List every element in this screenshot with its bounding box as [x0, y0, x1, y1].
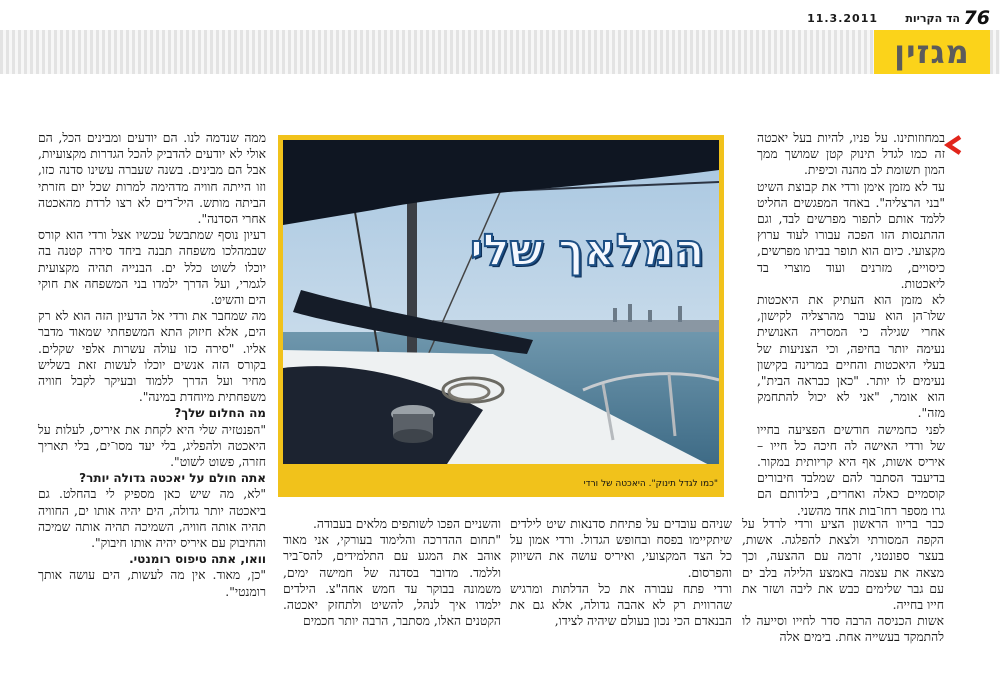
- interview-question: אתה חולם על יאכטה גדולה יותר?: [79, 471, 266, 486]
- page-number: 76: [963, 7, 990, 29]
- paragraph: לפני כחמישה חודשים הפציעה בחייו של ורדי האישה לה חיכה כל חייו – איריס אשות, אף היא קריותית במקור. בדיעבד הסתבר להם שמלבד חיבורים קוסמיים כאלה ואחרים, בילדותם הם גרו מספר רחו־בות אחד מהשני.: [757, 422, 945, 518]
- publication-name: הד הקריות: [905, 12, 960, 25]
- paragraph: והשניים הפכו לשותפים מלאים בעבודה.: [313, 517, 501, 531]
- paragraph: ממה שנדמה לנו. הם יודעים ומבינים הכל, הם אולי לא יודעים להדביק להכל הגדרות מקצועיות, אבל הם מבינים. בשנה שעברה עשינו סדנה כזו, וזו הייתה חוויה מדהימה למרות שכל יום חזרתי הביתה מותש. היל־דים לא רצו לרדת מהאכטה אחרי הסדנה".: [38, 131, 266, 227]
- paragraph: "תחום ההדרכה והלימוד בעורקי, אני מאוד אוהב את המגע עם התלמידים, להס־ביר וללמד. מדובר בסדנה של חמישה ימים, משמונה בבוקר עד חמש אחה"צ. הילדים ילמדו איך לנהל, להשיט ולתחזק יאכטה. הקטנים האלו, מסתבר, הרבה יותר חכמים: [283, 533, 501, 629]
- paragraph: מה שמחבר את ורדי אל הדעיון הזה הוא לא רק הים, אלא חיזוק התא המשפחתי שמאוד מדבר אליו. "סירה כזו עולה עשרות אלפי שקלים. בקורס הזה אנשים יוכלו לעשות זאת בשליש מחיר ועל הדרך ללמוד ובעיקר לקבל חוויה משפחתית מיוחדת במינה".: [38, 309, 266, 405]
- yacht-photo: [283, 140, 719, 464]
- interview-question: מה החלום שלך?: [174, 406, 266, 421]
- paragraph: במחוזותינו. על פניו, להיות בעל יאכטה זה כמו לגדל תינוק קטן שמושך ממך המון תשומת לב מהנה וכיפית.: [757, 131, 945, 178]
- column-4: [38, 130, 266, 600]
- column-3: [283, 516, 501, 629]
- paragraph: עד לא מזמן אימן ורדי את קבוצת השיט "בני הרצליה". באחד המפגשים החליט ללמד אותם לתפור מפרשים לבד, וגם ההתנסות הזו הפכה עבורו לעוד ערוץ מקצועי. כיום הוא תופר בביתו מפרשים, כיסויים, מזרנים ועוד מוצרי בד ליאכטות.: [757, 179, 945, 291]
- column-1-bottom: [742, 516, 944, 646]
- paragraph: ורדי פתח עבורה את כל הדלתות ומרגיש שהרווית רק לא אהבה גדולה, אלא גם את הבנאדם הכי נכון בעולם שיהיה לצידו,: [510, 581, 732, 629]
- chevron-left-icon: [943, 134, 965, 156]
- interview-answer: "לא, מה שיש כאן מספיק לי בהחלט. גם ביאכטה יותר גדולה, הים יהיה אותו ים, החוויה תהיה אותה חוויה, השמיכה תהיה אותה שמיכה והחיבוק עם איריס יהיה אותו חיבוק".: [38, 487, 266, 551]
- section-band: [0, 30, 1000, 74]
- paragraph: כבר בריוו הראשון הציע ורדי לרדל על הקפה המסורתי ולצאת להפלגה. אשות, בעצר ספונטני, זרמה עם ההצעה, וכך מצאה את עצמה באמצע הלילה בלב ים עם גבר שלימים כבש את ליבה ושזר את חייו בחייה.: [742, 517, 944, 613]
- paragraph: לא מזמן הוא העתיק את היאכטות שלו־הן הוא עובר מהרצליה לקישון, אחרי שגילה כי המסריה האנושית נעימה יותר בחיפה, וכי הצניעות של בעלי היאכטות והחיים במרינה בקישון נעימים לו יותר. "כאן כבראה הבית", הוא אומר, "אני לא יכול להתחמק מזה".: [757, 293, 945, 421]
- column-2: [510, 516, 732, 629]
- article-title: המלאך שלי: [470, 225, 705, 276]
- photo-frame: [278, 135, 724, 497]
- publication-date: 11.3.2011: [807, 12, 878, 25]
- interview-answer: "כן, מאוד. אין מה לעשות, הים עושה אותך רומנטי".: [38, 568, 266, 599]
- interview-question: וואו, אתה טיפוס רומנטי.: [129, 552, 266, 567]
- paragraph: רעיון נוסף שמתבשל עכשיו אצל ורדי הוא קורס שבמהלכו משפחה תבנה ביחד סירה קטנה בה יוכלו לשוט כלל ים. הבנייה תהיה מקצועית לגמרי, ועל הדרך ילמדו בני המשפחה את חוקי הים והשיט.: [38, 228, 266, 308]
- paragraph: שניהם עובדים על פתיחת סדנאות שיט לילדים שיתקיימו בפסח ובחופש הגדול. ורדי אמון על כל הצד המקצועי, ואיריס עושה את השיווק והפרסום.: [510, 517, 732, 580]
- column-1-top: [757, 130, 945, 519]
- paragraph: אשות הכניסה הרבה סדר לחייו וסייעה לו להתמקד בעשייה אחת. בימים אלה: [742, 614, 944, 645]
- page-header: [10, 7, 990, 29]
- section-label: מגזין: [874, 30, 990, 74]
- interview-answer: "הפנטזיה שלי היא לקחת את איריס, לעלות על היאכטה ולהפליג, בלי יעד מסו־ים, בלי תאריך חזרה, פשוט לשוט".: [38, 422, 266, 470]
- photo-caption: "כמו לגדל תינוק". היאכטה של ורדי: [583, 479, 718, 489]
